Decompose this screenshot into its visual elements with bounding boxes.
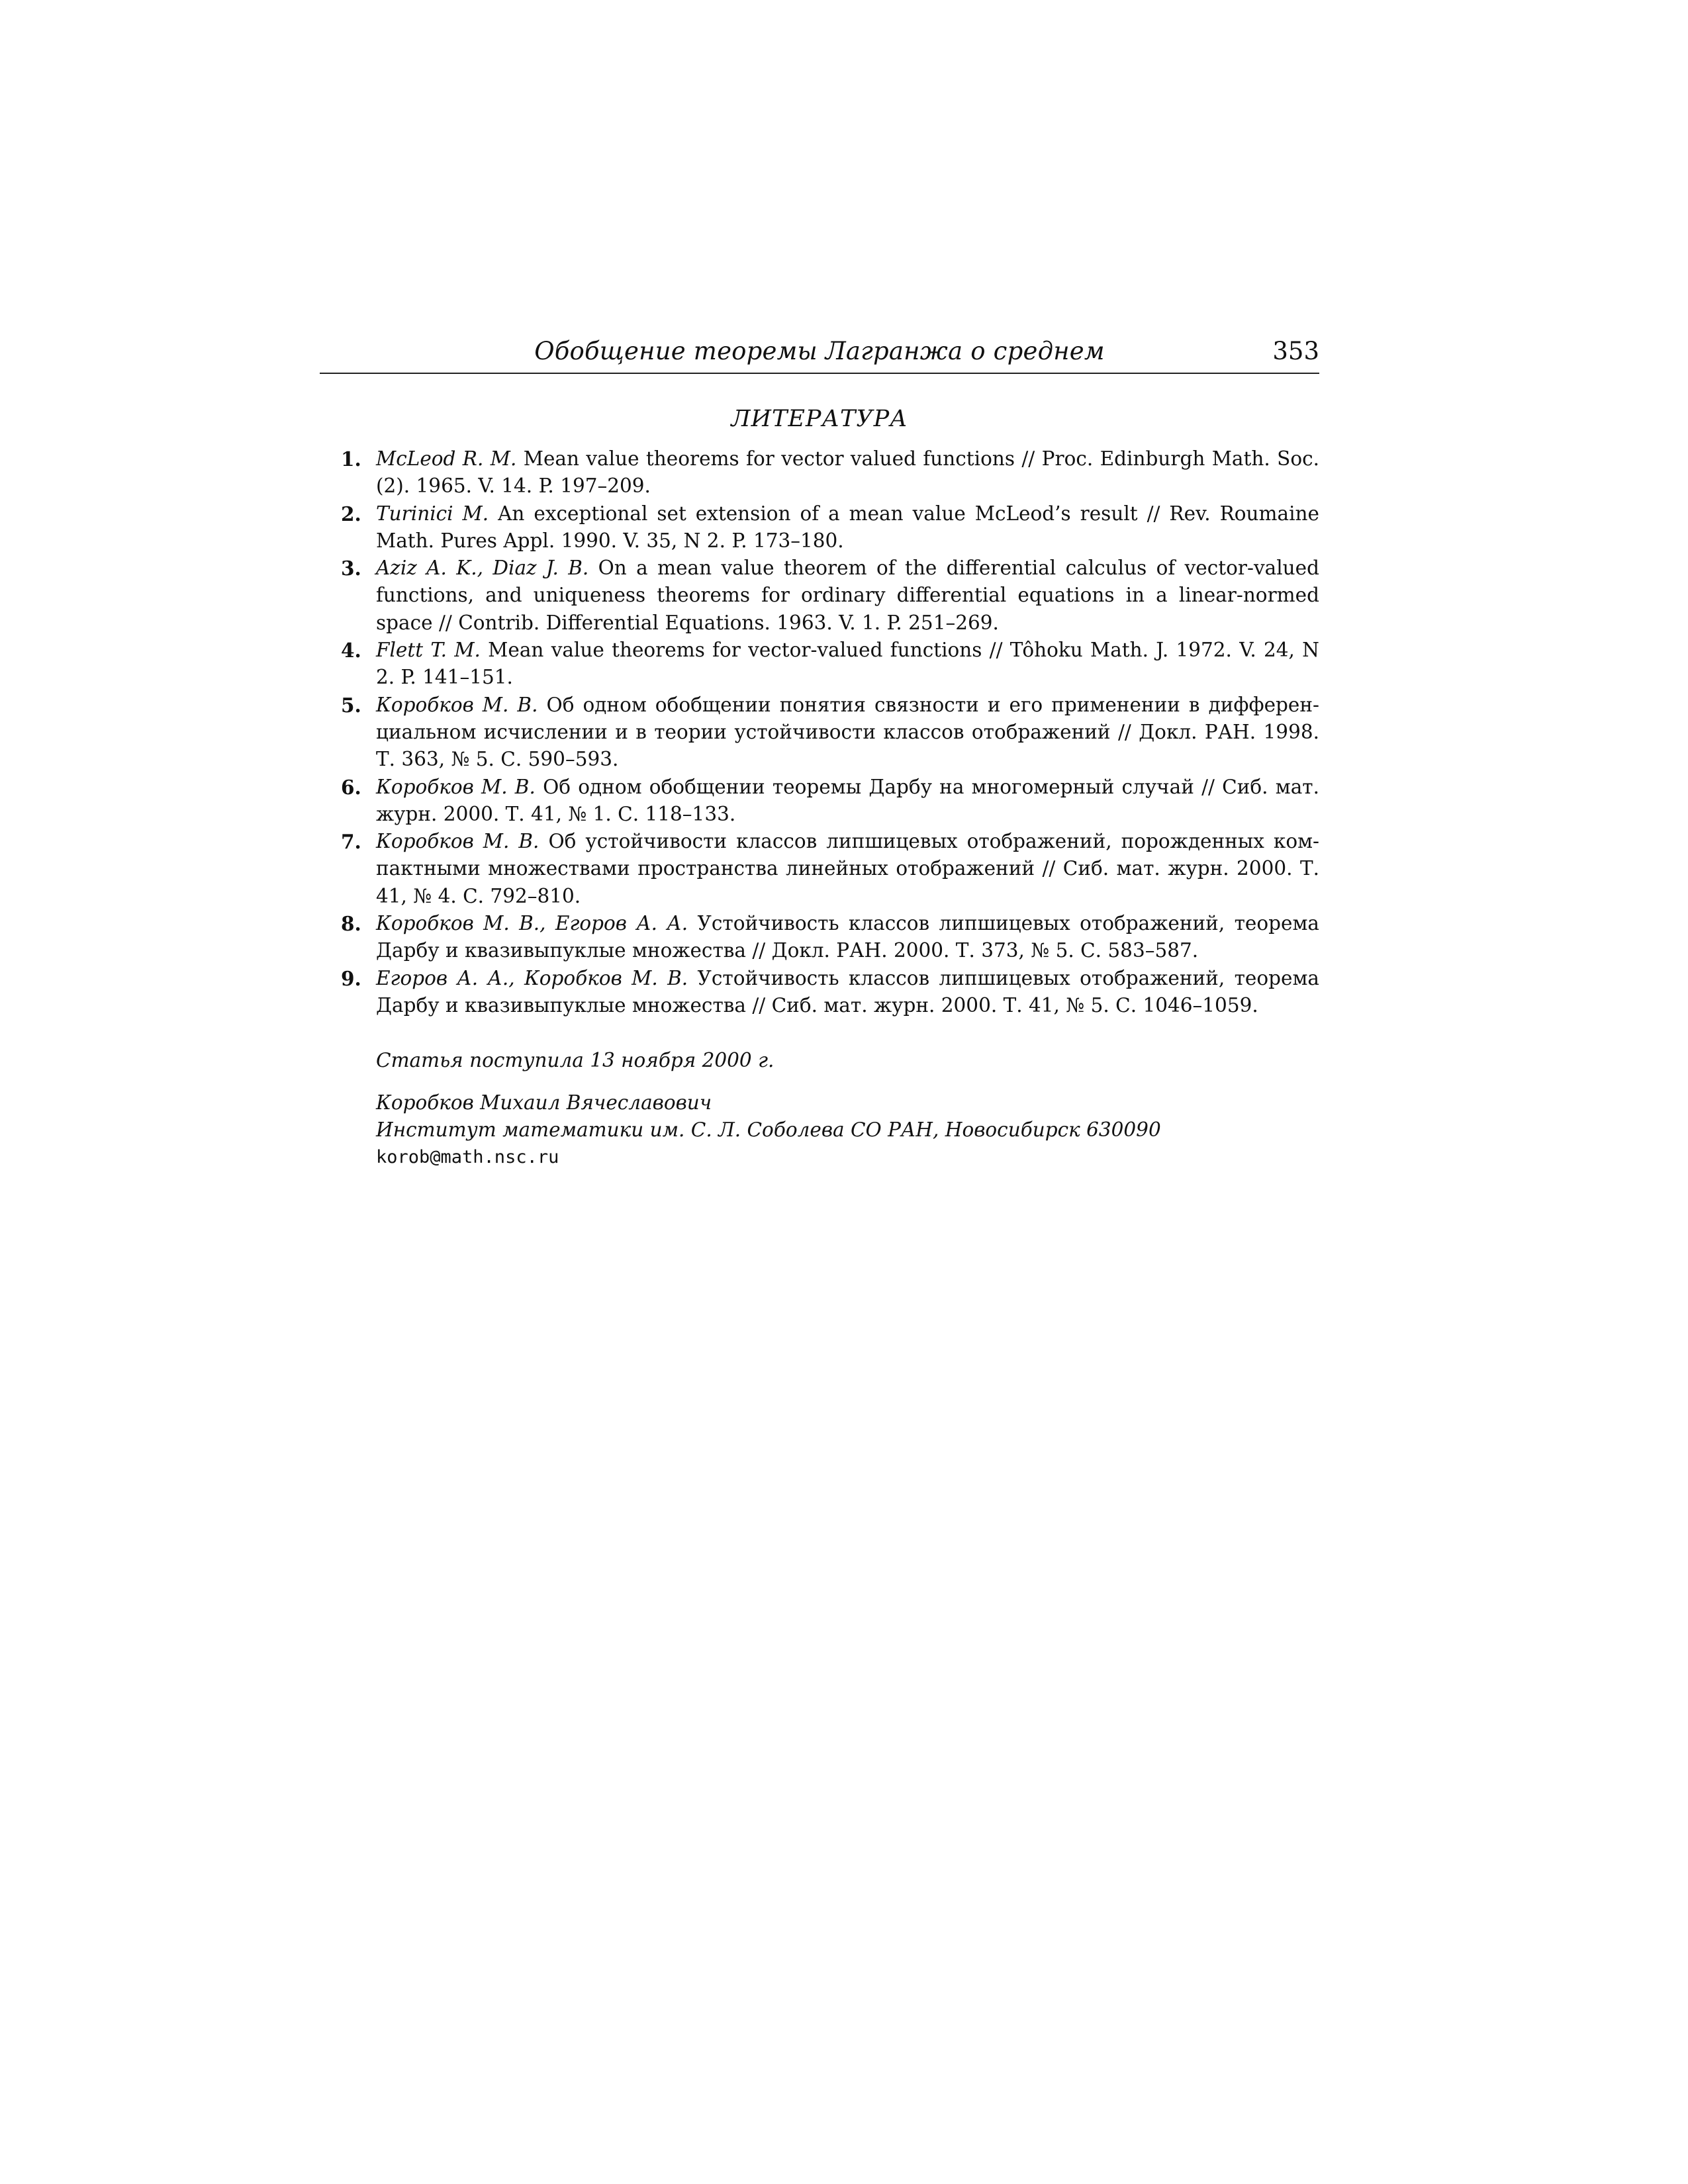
reference-authors: Коробков М. В. [376, 830, 539, 853]
page-number: 353 [1272, 337, 1319, 365]
reference-item [320, 445, 1319, 500]
author-email: korob@math.nsc.ru [376, 1147, 559, 1168]
author-name: Коробков Михаил Вячеславович [376, 1091, 712, 1114]
reference-item [320, 500, 1319, 555]
reference-number: 7. [341, 830, 361, 854]
reference-authors: Aziz A. K., Diaz J. B. [376, 557, 589, 580]
reference-number: 5. [341, 693, 361, 717]
reference-item [320, 692, 1319, 774]
reference-text: Об одном обобщении теоремы Дарбу на многомерный случай // Сиб. мат. журн. 2000. Т. 41, № 1. С. 118–133. [376, 775, 1319, 825]
author-block [376, 1089, 1319, 1171]
reference-text: An exceptional set extension of a mean value McLeod’s result // Rev. Roumaine Math. Pures Appl. 1990. V. 35, N 2. P. 173–180. [376, 502, 1319, 552]
reference-number: 3. [341, 557, 361, 580]
reference-number: 8. [341, 912, 361, 936]
reference-number: 2. [341, 502, 361, 525]
received-date: Статья поступила 13 ноября 2000 г. [376, 1049, 774, 1072]
reference-item [320, 555, 1319, 637]
running-title: Обобщение теоремы Лагранжа о среднем [534, 337, 1105, 365]
reference-list [320, 445, 1319, 1019]
journal-page [320, 334, 1319, 1171]
reference-number: 1. [341, 447, 361, 471]
reference-authors: Егоров А. А., Коробков М. В. [376, 966, 688, 989]
reference-item [320, 828, 1319, 910]
reference-item [320, 965, 1319, 1020]
reference-authors: Flett T. M. [376, 639, 481, 662]
reference-number: 9. [341, 966, 361, 990]
running-header [320, 334, 1319, 374]
reference-authors: Коробков М. В. [376, 775, 536, 798]
reference-item [320, 910, 1319, 965]
article-footer [320, 1047, 1319, 1171]
reference-text: Устойчивость классов липшицевых отображений, теорема Дарбу и квазивыпуклые множества // Сиб. мат. журн. 2000. Т. 41, № 5. С. 1046–1059. [376, 966, 1319, 1017]
reference-text: On a mean value theorem of the differential calculus of vector-valued functions, and uniqueness theorems for ordinary differential equations in a linear-normed space // Contrib. Differential Equations. 1963. V. 1. P. 251–269. [376, 557, 1319, 634]
reference-number: 4. [341, 639, 361, 662]
reference-text: Об устойчивости классов липшицевых отображений, порожденных компактными множествами пространства линейных отображений // Сиб. мат. журн. 2000. Т. 41, № 4. С. 792–810. [376, 830, 1319, 907]
reference-authors: Коробков М. В. [376, 693, 538, 716]
reference-text: Устойчивость классов липшицевых отображений, теорема Дарбу и квазивыпуклые множества // Докл. РАН. 2000. Т. 373, № 5. С. 583–587. [376, 912, 1319, 962]
references-heading: ЛИТЕРАТУРА [731, 406, 908, 432]
reference-item [320, 637, 1319, 692]
reference-authors: Turinici M. [376, 502, 489, 525]
reference-authors: Коробков М. В., Егоров А. А. [376, 912, 688, 935]
reference-item [320, 774, 1319, 829]
reference-text: Mean value theorems for vector valued functions // Proc. Edinburgh Math. Soc. (2). 1965. V. 14. P. 197–209. [376, 447, 1319, 498]
author-affiliation: Институт математики им. С. Л. Соболева СО РАН, Новосибирск 630090 [376, 1118, 1161, 1141]
reference-authors: McLeod R. M. [376, 447, 517, 470]
reference-number: 6. [341, 775, 361, 799]
reference-text: Об одном обобщении понятия связности и его применении в дифференциальном исчислении и в теории устойчивости классов отображений // Докл. РАН. 1998. Т. 363, № 5. С. 590–593. [376, 693, 1320, 771]
reference-text: Mean value theorems for vector-valued functions // Tôhoku Math. J. 1972. V. 24, N 2. P. 141–151. [376, 639, 1319, 689]
